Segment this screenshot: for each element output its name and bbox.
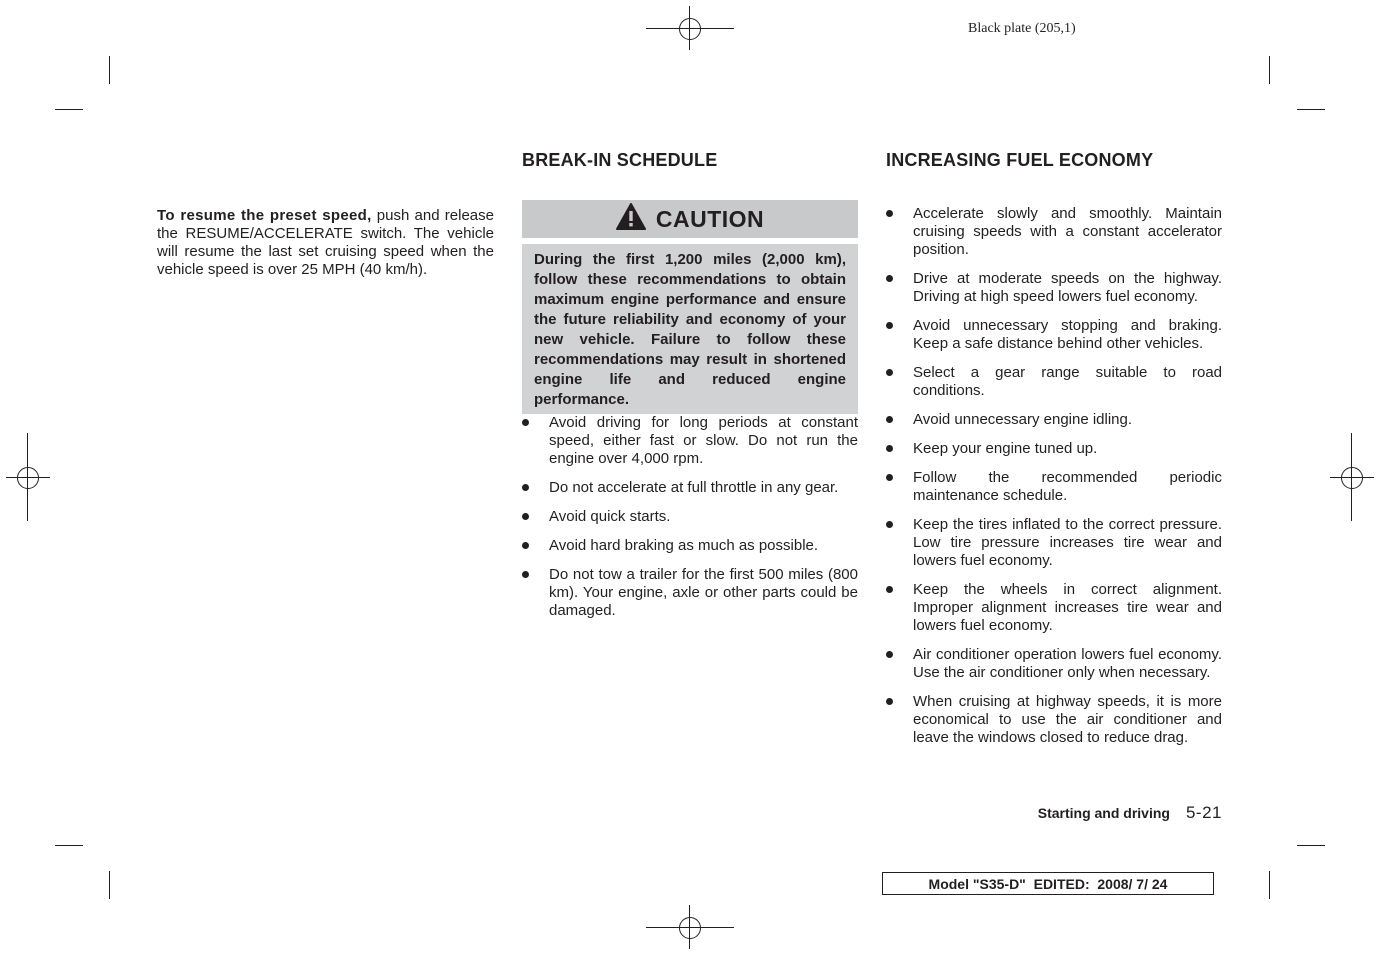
resume-speed-text: push and release the RESUME/ACCELERATE switch. The vehicle will resume the last set cruising speed when the vehicle speed is over 25 MPH (40 km/h).: [157, 207, 494, 278]
resume-speed-lead: To resume the preset speed,: [157, 207, 372, 224]
bullet-icon: [886, 521, 893, 528]
break-in-heading: BREAK-IN SCHEDULE: [522, 150, 718, 170]
bullet-icon: [522, 571, 529, 578]
list-item: Follow the recommended periodic maintenance schedule.: [886, 469, 1222, 505]
list-item: Air conditioner operation lowers fuel economy. Use the air conditioner only when necessary.: [886, 646, 1222, 682]
bullet-icon: [886, 474, 893, 481]
caution-header: [522, 200, 858, 244]
list-item: Do not accelerate at full throttle in any gear.: [522, 479, 858, 497]
plate-label: Black plate (205,1): [968, 21, 1076, 36]
bullet-icon: [886, 445, 893, 452]
section-name: Starting and driving: [1037, 805, 1170, 821]
bullet-icon: [886, 322, 893, 329]
list-item: Drive at moderate speeds on the highway. Driving at high speed lowers fuel economy.: [886, 270, 1222, 306]
bullet-icon: [886, 275, 893, 282]
page-number: 5-21: [1185, 803, 1222, 822]
list-item: Keep the tires inflated to the correct pressure. Low tire pressure increases tire wear and lowers fuel economy.: [886, 516, 1222, 570]
bullet-icon: [886, 698, 893, 705]
list-item: Avoid driving for long periods at constant speed, either fast or slow. Do not run the engine over 4,000 rpm.: [522, 414, 858, 468]
bullet-icon: [886, 651, 893, 658]
model-edit-box: [882, 872, 1214, 895]
list-item: Keep your engine tuned up.: [886, 440, 1222, 458]
bullet-icon: [522, 419, 529, 426]
list-item: Accelerate slowly and smoothly. Maintain cruising speeds with a constant accelerator position.: [886, 205, 1222, 259]
bullet-icon: [522, 542, 529, 549]
list-item: Select a gear range suitable to road conditions.: [886, 364, 1222, 400]
break-in-list: [522, 414, 858, 620]
caution-text: During the first 1,200 miles (2,000 km), follow these recommendations to obtain maximum engine performance and ensure the future reliability and economy of your new vehicle. Failure to follow these recommendations may result in shortened engine life and reduced engine performance.: [534, 251, 846, 408]
bullet-icon: [886, 586, 893, 593]
list-item: Avoid quick starts.: [522, 508, 858, 526]
break-in-section: [522, 150, 858, 631]
list-item: When cruising at highway speeds, it is more economical to use the air conditioner and leave the windows closed to reduce drag.: [886, 693, 1222, 747]
fuel-economy-section: [886, 150, 1222, 758]
list-item: Avoid unnecessary engine idling.: [886, 411, 1222, 429]
list-item: Avoid hard braking as much as possible.: [522, 537, 858, 555]
model-edit-text: Model "S35-D" EDITED: 2008/ 7/ 24: [928, 875, 1168, 892]
bullet-icon: [522, 484, 529, 491]
bullet-icon: [522, 513, 529, 520]
fuel-economy-list: [886, 205, 1222, 747]
page-footer: [1038, 803, 1222, 823]
list-item: Avoid unnecessary stopping and braking. Keep a safe distance behind other vehicles.: [886, 317, 1222, 353]
bullet-icon: [886, 369, 893, 376]
list-item: Do not tow a trailer for the first 500 miles (800 km). Your engine, axle or other parts could be damaged.: [522, 566, 858, 620]
caution-title: CAUTION: [655, 205, 765, 232]
bullet-icon: [886, 416, 893, 423]
fuel-economy-heading: INCREASING FUEL ECONOMY: [886, 150, 1154, 170]
warning-triangle-icon: [616, 203, 646, 235]
list-item: Keep the wheels in correct alignment. Improper alignment increases tire wear and lowers fuel economy.: [886, 581, 1222, 635]
caution-box: [522, 200, 858, 414]
resume-speed-paragraph: [157, 207, 494, 279]
bullet-icon: [886, 210, 893, 217]
